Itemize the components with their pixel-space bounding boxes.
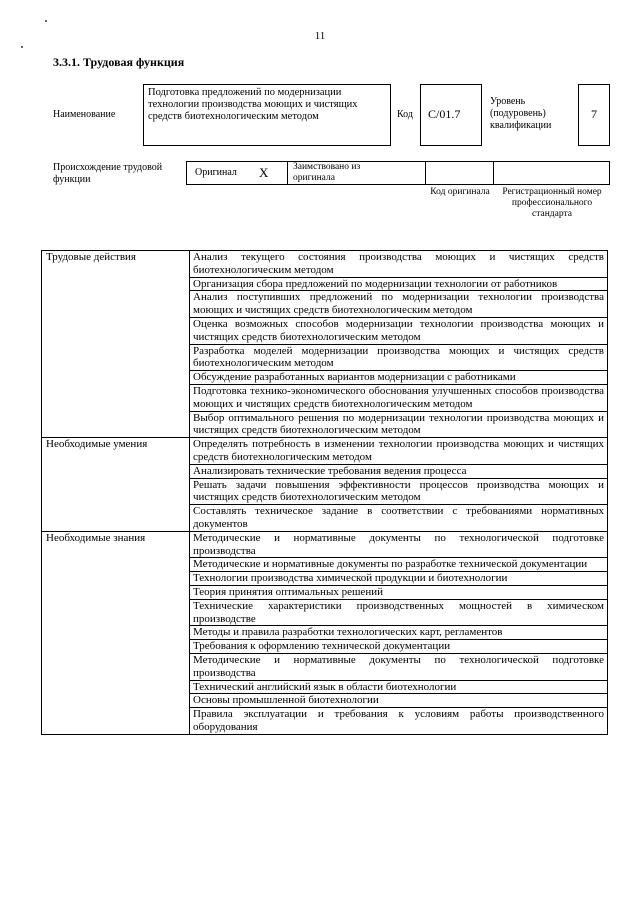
item-cell: Теория принятия оптимальных решений (190, 585, 608, 599)
name-value: Подготовка предложений по модернизации технологии производства моющих и чистящих средств биотехнологическим методом (148, 87, 358, 122)
level-value-box (578, 84, 610, 146)
origin-label: Происхождение трудовой функции (53, 162, 163, 185)
item-cell: Определять потребность в изменении технологии производства моющих и чистящих средств биотехнологическим методом (190, 438, 608, 465)
scan-speck (21, 46, 23, 48)
original-cell (187, 162, 288, 184)
borrowed-label: Заимствовано из оригинала (293, 162, 361, 183)
borrowed-cell (287, 162, 426, 184)
code-value: С/01.7 (428, 107, 461, 121)
item-cell: Анализировать технические требования ведения процесса (190, 464, 608, 478)
item-cell: Разработка моделей модернизации производства моющих и чистящих средств биотехнологическим методом (190, 344, 608, 371)
item-cell: Организация сбора предложений по модернизации технологии от работников (190, 277, 608, 291)
item-cell: Составлять техническое задание в соответствии с требованиями нормативных документов (190, 505, 608, 532)
item-cell: Методические и нормативные документы по технологической подготовке производства (190, 531, 608, 558)
table-row (42, 438, 608, 465)
item-cell: Решать задачи повышения эффективности процессов производства моющих и чистящих средств биотехнологическим методом (190, 478, 608, 505)
page-number: 11 (314, 30, 326, 42)
item-cell: Технологии производства химической продукции и биотехнологии (190, 572, 608, 586)
item-cell: Анализ поступивших предложений по модернизации технологии производства моющих и чистящих средств биотехнологическим методом (190, 291, 608, 318)
section-heading: 3.3.1. Трудовая функция (53, 55, 185, 69)
item-cell: Требования к оформлению технической документации (190, 640, 608, 654)
scan-speck (45, 20, 47, 22)
original-label: Оригинал (195, 167, 237, 178)
item-cell: Методы и правила разработки технологических карт, регламентов (190, 626, 608, 640)
item-cell: Анализ текущего состояния производства моющих и чистящих средств биотехнологическим методом (190, 251, 608, 278)
code-original-caption: Код оригинала (430, 187, 490, 197)
table-row (42, 531, 608, 558)
table-row (42, 251, 608, 278)
item-cell: Выбор оптимального решения по модернизации технологии производства моющих и чистящих средств биотехнологическим методом (190, 411, 608, 438)
reg-number-caption: Регистрационный номер профессионального стандарта (502, 187, 602, 219)
code-label: Код (397, 109, 413, 120)
original-mark: X (259, 165, 269, 180)
item-cell: Обсуждение разработанных вариантов модернизации с работниками (190, 371, 608, 385)
category-cell: Необходимые умения (42, 438, 190, 532)
level-value: 7 (591, 107, 597, 121)
item-cell: Правила эксплуатации и требования к условиям работы производственного оборудования (190, 708, 608, 735)
reg-number-cell (493, 162, 609, 184)
name-value-box (143, 84, 391, 146)
category-cell: Необходимые знания (42, 531, 190, 734)
item-cell: Технические характеристики производственных мощностей в химическом производстве (190, 599, 608, 626)
name-label: Наименование (53, 109, 116, 120)
item-cell: Подготовка технико-экономического обоснования улучшенных способов производства моющих и чистящих средств биотехнологическим методом (190, 384, 608, 411)
item-cell: Оценка возможных способов модернизации технологии производства моющих и чистящих средств биотехнологическим методом (190, 317, 608, 344)
function-table (41, 250, 608, 735)
code-original-cell (425, 162, 494, 184)
level-label: Уровень (подуровень) квалификации (490, 96, 552, 131)
origin-row (186, 161, 610, 185)
item-cell: Технический английский язык в области биотехнологии (190, 680, 608, 694)
item-cell: Основы промышленной биотехнологии (190, 694, 608, 708)
code-value-box (420, 84, 482, 146)
item-cell: Методические и нормативные документы по разработке технической документации (190, 558, 608, 572)
category-cell: Трудовые действия (42, 251, 190, 438)
item-cell: Методические и нормативные документы по технологической подготовке производства (190, 653, 608, 680)
